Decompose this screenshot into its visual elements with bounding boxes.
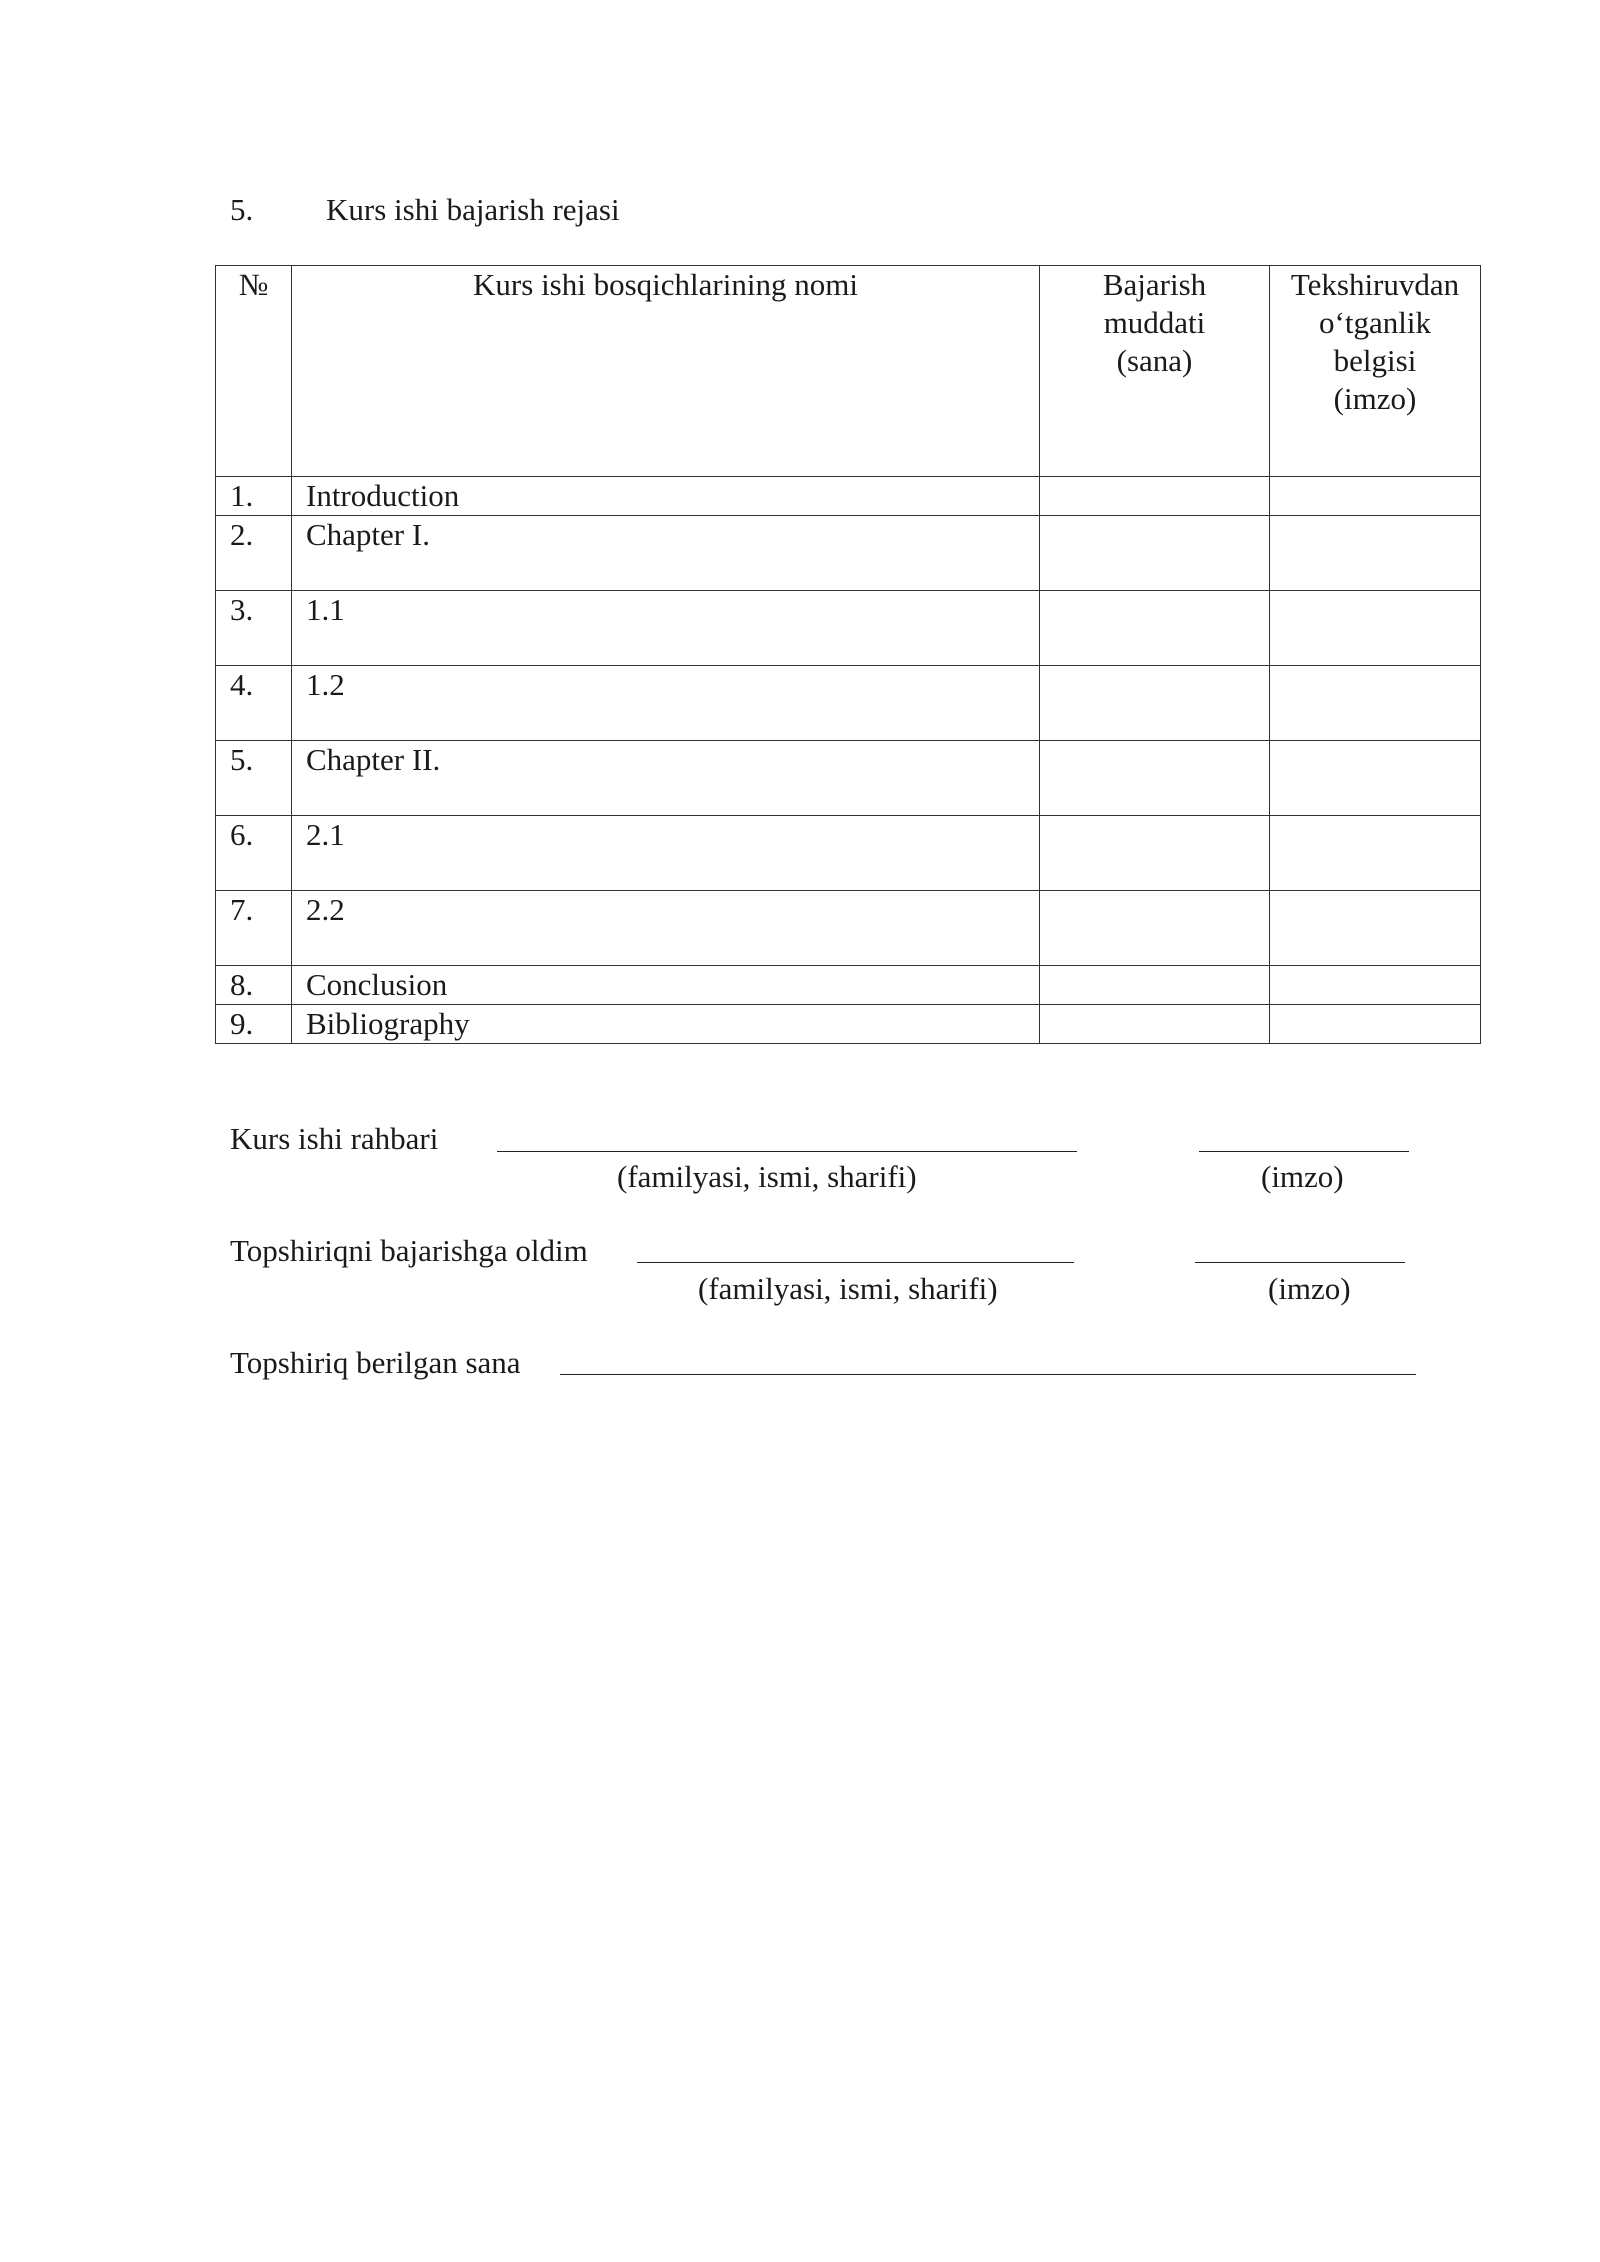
header-check: [1270, 266, 1481, 477]
row-deadline-cell[interactable]: [1040, 666, 1270, 741]
row-number: 8.: [216, 966, 292, 1005]
row-signature-cell[interactable]: [1270, 591, 1481, 666]
header-check-line: o‘tganlik: [1319, 305, 1431, 340]
accepted-name-caption: (familyasi, ismi, sharifi): [698, 1271, 998, 1306]
table-header-row: [216, 266, 1481, 477]
table-row: [216, 666, 1481, 741]
plan-table: [215, 265, 1481, 1044]
header-deadline: [1040, 266, 1270, 477]
supervisor-signature-line[interactable]: [1199, 1151, 1409, 1152]
supervisor-name-caption: (familyasi, ismi, sharifi): [617, 1159, 917, 1194]
table-row: [216, 591, 1481, 666]
row-stage-name: 2.1: [292, 816, 1040, 891]
table-row: [216, 1005, 1481, 1044]
supervisor-signature-caption: (imzo): [1261, 1159, 1344, 1194]
section-title: Kurs ishi bajarish rejasi: [326, 192, 620, 227]
header-stage-name: Kurs ishi bosqichlarining nomi: [292, 266, 1040, 477]
row-number: 2.: [216, 516, 292, 591]
row-signature-cell[interactable]: [1270, 666, 1481, 741]
table-row: [216, 516, 1481, 591]
row-stage-name: 2.2: [292, 891, 1040, 966]
row-stage-name: 1.1: [292, 591, 1040, 666]
row-signature-cell[interactable]: [1270, 891, 1481, 966]
row-stage-name: Chapter I.: [292, 516, 1040, 591]
supervisor-name-line[interactable]: [497, 1151, 1077, 1152]
table-row: [216, 966, 1481, 1005]
date-label: Topshiriq berilgan sana: [230, 1345, 521, 1380]
row-signature-cell[interactable]: [1270, 516, 1481, 591]
row-number: 7.: [216, 891, 292, 966]
row-deadline-cell[interactable]: [1040, 477, 1270, 516]
row-deadline-cell[interactable]: [1040, 1005, 1270, 1044]
table-row: [216, 741, 1481, 816]
accepted-label: Topshiriqni bajarishga oldim: [230, 1233, 588, 1268]
supervisor-label: Kurs ishi rahbari: [230, 1121, 439, 1156]
header-deadline-line: Bajarish: [1102, 267, 1207, 302]
table-row: [216, 891, 1481, 966]
row-number: 6.: [216, 816, 292, 891]
row-signature-cell[interactable]: [1270, 966, 1481, 1005]
header-check-line: belgisi: [1333, 343, 1417, 378]
row-stage-name: 1.2: [292, 666, 1040, 741]
row-deadline-cell[interactable]: [1040, 966, 1270, 1005]
accepted-signature-caption: (imzo): [1268, 1271, 1351, 1306]
row-number: 3.: [216, 591, 292, 666]
row-stage-name: Conclusion: [292, 966, 1040, 1005]
row-deadline-cell[interactable]: [1040, 741, 1270, 816]
row-stage-name: Chapter II.: [292, 741, 1040, 816]
section-number: 5.: [230, 192, 254, 227]
header-deadline-line: (sana): [1116, 343, 1193, 378]
row-stage-name: Introduction: [292, 477, 1040, 516]
row-signature-cell[interactable]: [1270, 816, 1481, 891]
accepted-name-line[interactable]: [637, 1262, 1074, 1263]
header-no: №: [216, 266, 292, 477]
row-number: 5.: [216, 741, 292, 816]
row-number: 4.: [216, 666, 292, 741]
row-deadline-cell[interactable]: [1040, 591, 1270, 666]
header-check-line: (imzo): [1333, 381, 1417, 416]
row-number: 9.: [216, 1005, 292, 1044]
header-check-line: Tekshiruvdan: [1290, 267, 1460, 302]
row-signature-cell[interactable]: [1270, 741, 1481, 816]
accepted-signature-line[interactable]: [1195, 1262, 1405, 1263]
date-line[interactable]: [560, 1374, 1416, 1375]
row-deadline-cell[interactable]: [1040, 891, 1270, 966]
table-row: [216, 816, 1481, 891]
row-stage-name: Bibliography: [292, 1005, 1040, 1044]
row-signature-cell[interactable]: [1270, 477, 1481, 516]
table-row: [216, 477, 1481, 516]
row-deadline-cell[interactable]: [1040, 816, 1270, 891]
row-number: 1.: [216, 477, 292, 516]
row-deadline-cell[interactable]: [1040, 516, 1270, 591]
row-signature-cell[interactable]: [1270, 1005, 1481, 1044]
section-heading: [230, 190, 620, 230]
header-deadline-line: muddati: [1103, 305, 1206, 340]
